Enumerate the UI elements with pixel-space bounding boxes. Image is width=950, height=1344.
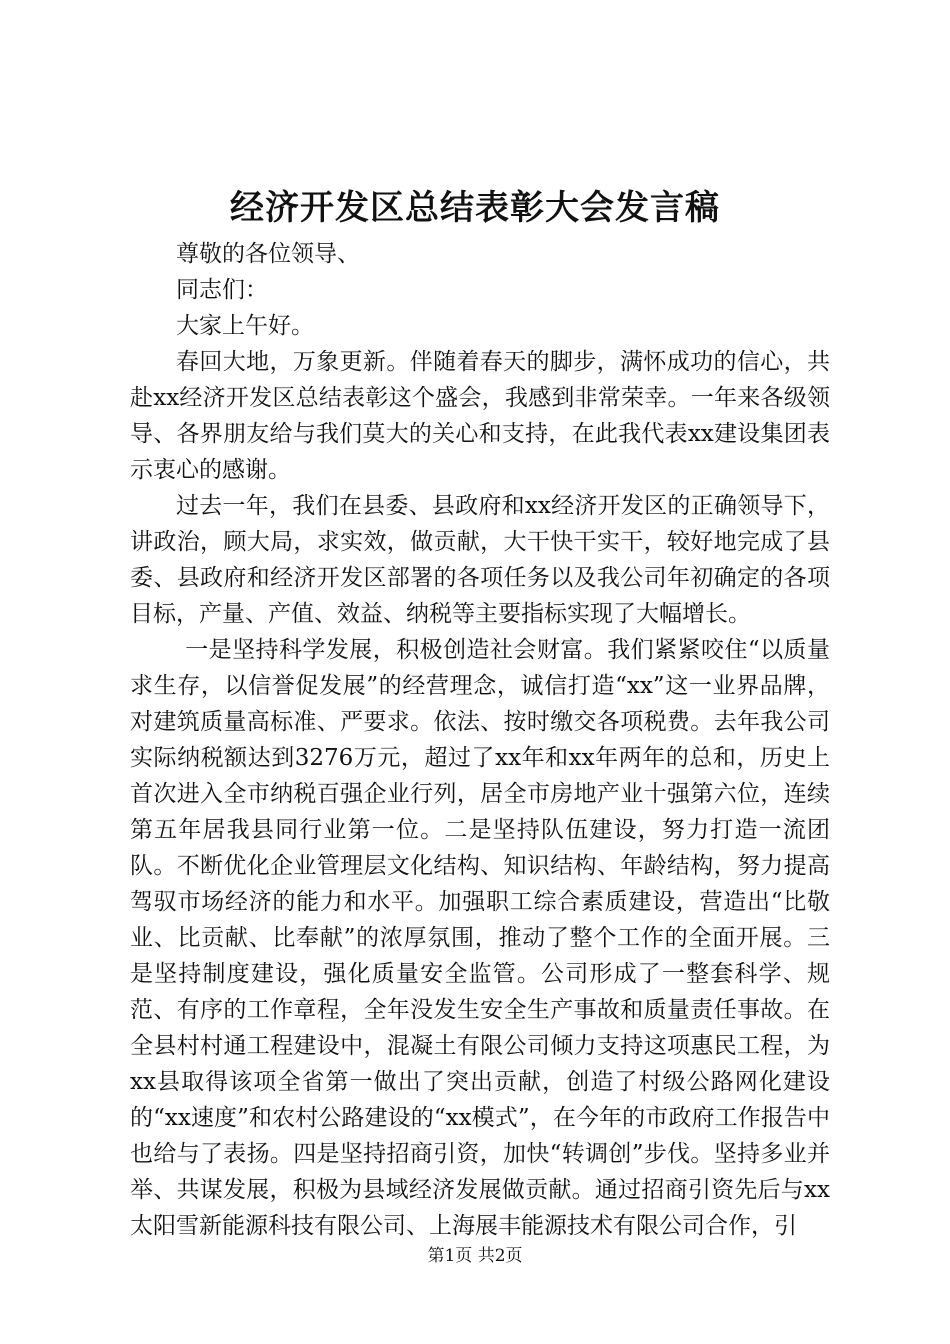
greeting-paragraph: 大家上午好。 [176,313,314,339]
salutation-line-2: 同志们： [176,277,268,303]
achievements-paragraph: 一是坚持科学发展，积极创造社会财富。我们紧紧咬住“以质量求生存，以信誉促发展”的经营理念，诚信打造“xx”这一业界品牌，对建筑质量高标准、严要求。依法、按时缴交各项税费。去年我公司实际纳税额达到3276万元，超过了xx年和xx年两年的总和，历史上首次进入全市纳税百强企业行列，居全市房地产业十强第六位，连续第五年居我县同行业第一位。二是坚持队伍建设，努力打造一流团队。不断优化企业管理层文化结构、知识结构、年龄结构，努力提高驾驭市场经济的能力和水平。加强职工综合素质建设，营造出“比敬业、比贡献、比奉献”的浓厚氛围，推动了整个工作的全面开展。三是坚持制度建设，强化质量安全监管。公司形成了一整套科学、规范、有序的工作章程，全年没发生安全生产事故和质量责任事故。在全县村村通工程建设中，混凝土有限公司倾力支持这项惠民工程，为xx县取得该项全省第一做出了突出贡献，创造了村级公路网化建设的“xx速度”和农村公路建设的“xx模式”，在今年的市政府工作报告中也给与了表扬。四是坚持招商引资，加快“转调创”步伐。坚持多业并举、共谋发展，积极为县域经济发展做贡献。通过招商引资先后与xx太阳雪新能源科技有限公司、上海展丰能源技术有限公司合作，引 [130,637,830,1239]
salutation-line-1: 尊敬的各位领导、 [176,241,360,267]
document-body [130,236,830,1244]
review-paragraph: 过去一年，我们在县委、县政府和xx经济开发区的正确领导下，讲政治，顾大局，求实效，做贡献，大干快干实干，较好地完成了县委、县政府和经济开发区部署的各项任务以及我公司年初确定的各项目标，产量、产值、效益、纳税等主要指标实现了大幅增长。 [130,493,830,627]
page-footer: 第1页 共2页 [427,1246,523,1266]
intro-paragraph: 春回大地，万象更新。伴随着春天的脚步，满怀成功的信心，共赴xx经济开发区总结表彰这个盛会，我感到非常荣幸。一年来各级领导、各界朋友给与我们莫大的关心和支持，在此我代表xx建设集团表示衷心的感谢。 [130,349,830,483]
document-title: 经济开发区总结表彰大会发言稿 [230,188,720,228]
